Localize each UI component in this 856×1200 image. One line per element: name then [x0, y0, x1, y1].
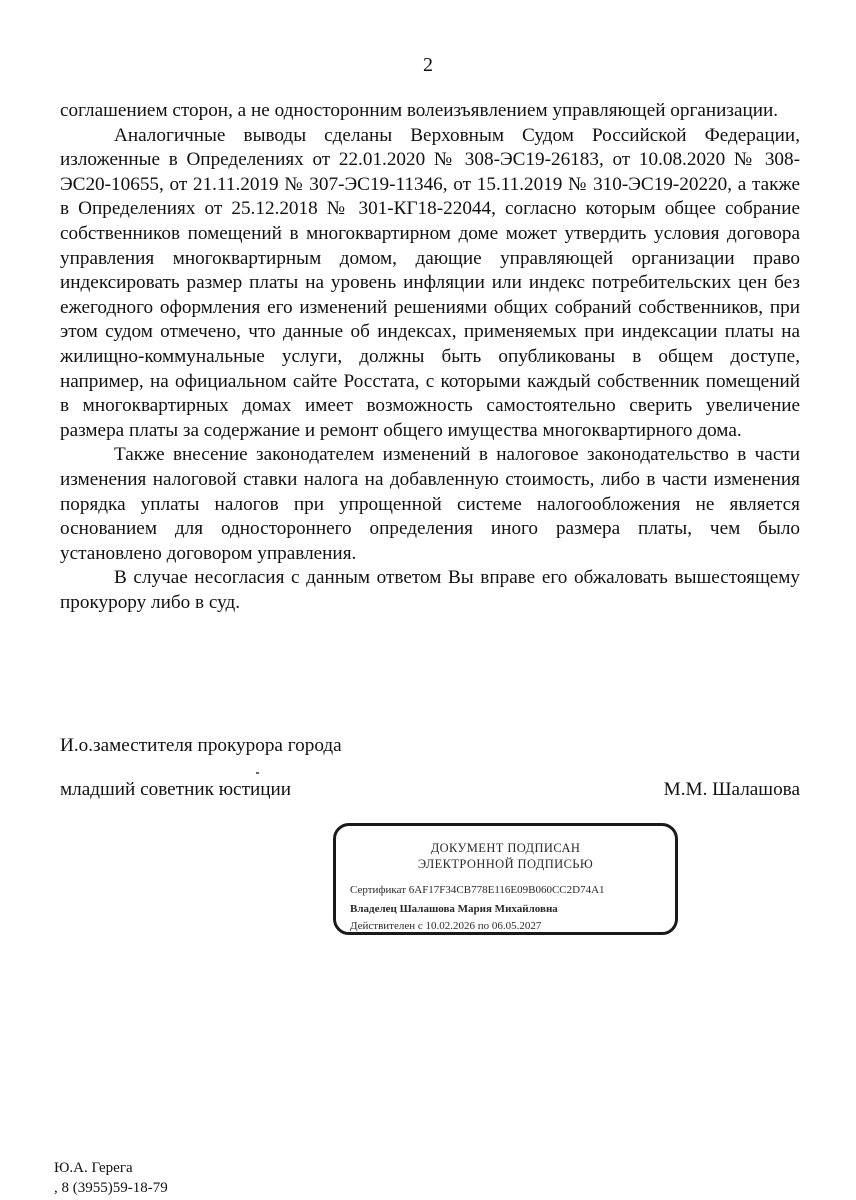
paragraph-tax-changes: Также внесение законодателем изменений в налоговое законодательство в части изменения налоговой ставки налога на добавленную стоимость, либо в части изменения порядка уплаты налогов при упрощенной системе налогообложения не является основанием для одностороннего определения иного размера платы, чем было установлено договором управления.: [60, 444, 800, 564]
stamp-title: [336, 840, 675, 872]
paragraph-appeal-notice: В случае несогласия с данным ответом Вы вправе его обжаловать вышестоящему прокурору либо в суд.: [60, 567, 800, 613]
page-number: 2: [423, 54, 433, 76]
executor-phone: , 8 (3955)59-18-79: [54, 1180, 168, 1196]
stamp-title-line2: ЭЛЕКТРОННОЙ ПОДПИСЬЮ: [417, 857, 594, 871]
executor-footer: [54, 1158, 168, 1198]
signatory-line: [60, 779, 800, 801]
stamp-owner: Владелец Шалашова Мария Михайловна: [350, 903, 558, 915]
signatory-name: М.М. Шалашова: [663, 779, 800, 800]
scan-speck: [256, 772, 259, 774]
stamp-title-line1: ДОКУМЕНТ ПОДПИСАН: [430, 841, 581, 855]
paragraph-continuation: соглашением сторон, а не односторонним волеизъявлением управляющей организации.: [60, 100, 779, 121]
electronic-signature-stamp: [333, 823, 678, 935]
signatory-position: И.о.заместителя прокурора города: [60, 735, 342, 756]
executor-name: Ю.А. Герега: [54, 1160, 133, 1176]
stamp-certificate: Сертификат 6AF17F34CB778E116E09B060CC2D74A1: [350, 884, 605, 896]
signatory-rank: младший советник юстиции: [60, 779, 292, 800]
stamp-validity: Действителен с 10.02.2026 по 06.05.2027: [350, 920, 542, 932]
letter-body: [60, 99, 800, 615]
paragraph-supreme-court: Аналогичные выводы сделаны Верховным Судом Российской Федерации, изложенные в Определениях от 22.01.2020 № 308-ЭС19-26183, от 10.08.2020 № 308-ЭС20-10655, от 21.11.2019 № 307-ЭС19-11346, от 15.11.2019 № 310-ЭС19-20220, а также в Определениях от 25.12.2018 № 301-КГ18-22044, согласно которым общее собрание собственников помещений в многоквартирном доме может утвердить условия договора управления многоквартирным домом, дающие управляющей организации право индексировать размер платы на уровень инфляции или индекс потребительских цен без ежегодного оформления его изменений решениями общих собраний собственников, при этом судом отмечено, что данные об индексах, применяемых при индексации платы на жилищно-коммунальные услуги, должны быть опубликованы в общем доступе, например, на официальном сайте Росстата, с которыми каждый собственник помещений в многоквартирных домах имеет возможность самостоятельно сверить увеличение размера платы за содержание и ремонт общего имущества многоквартирного дома.: [60, 124, 800, 441]
